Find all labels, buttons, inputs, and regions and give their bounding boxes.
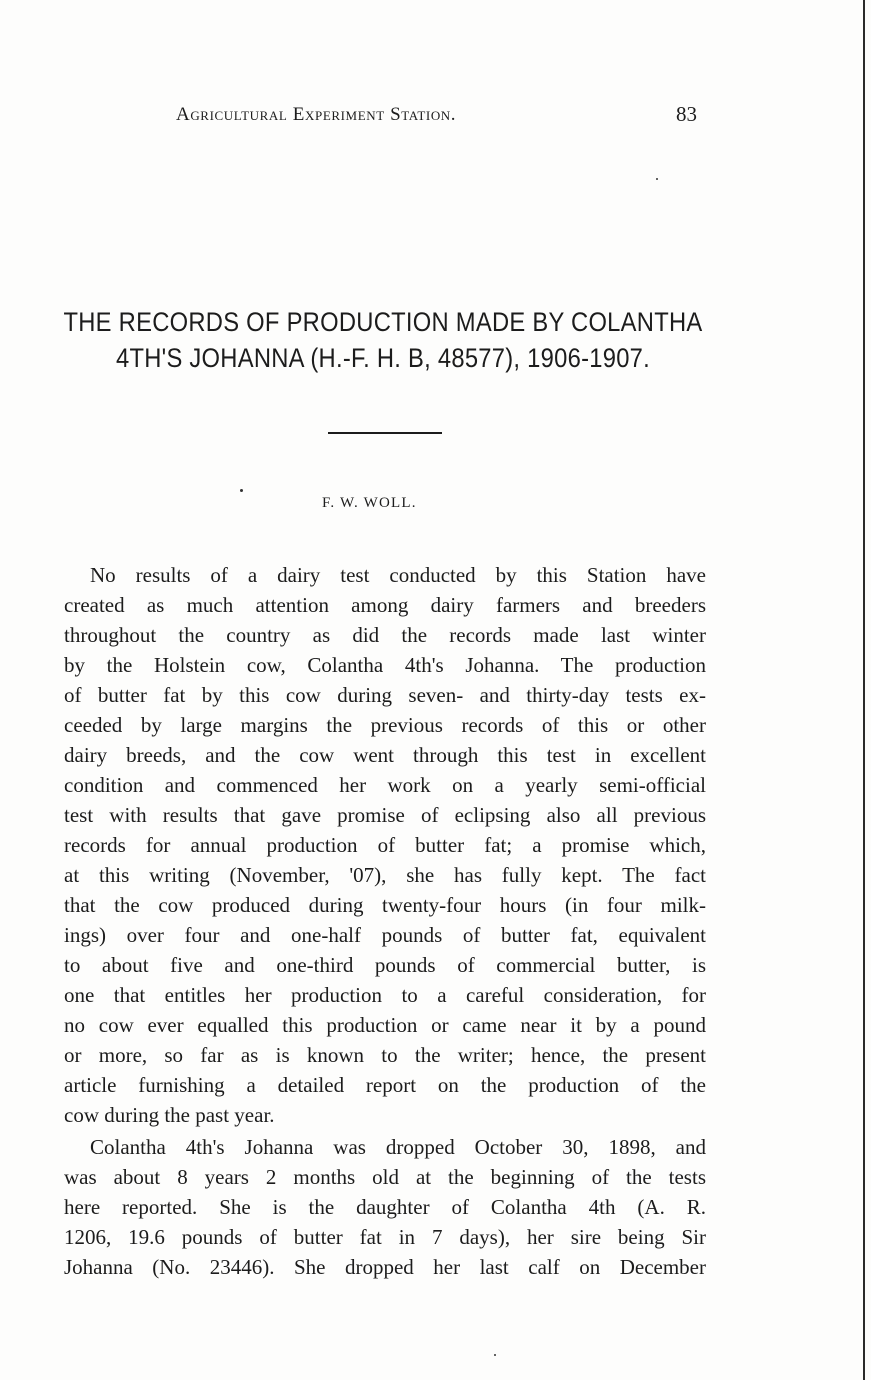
title-separator-rule: [328, 432, 442, 434]
text-line: or more, so far as is known to the writer; hence, the present: [64, 1043, 706, 1067]
text-line: throughout the country as did the records made last winter: [64, 623, 706, 647]
text-line: at this writing (November, '07), she has fully kept. The fact: [64, 863, 706, 887]
text-line: one that entitles her production to a careful consideration, for: [64, 983, 706, 1007]
text-line: no cow ever equalled this production or came near it by a pound: [64, 1013, 706, 1037]
text-line: Colantha 4th's Johanna was dropped October 30, 1898, and: [90, 1135, 706, 1159]
text-line: article furnishing a detailed report on the production of the: [64, 1073, 706, 1097]
text-line: cow during the past year.: [64, 1103, 275, 1127]
text-line: was about 8 years 2 months old at the beginning of the tests: [64, 1165, 706, 1189]
text-line: dairy breeds, and the cow went through this test in excellent: [64, 743, 706, 767]
text-line: of butter fat by this cow during seven- and thirty-day tests ex-: [64, 683, 706, 707]
text-line: by the Holstein cow, Colantha 4th's Johanna. The production: [64, 653, 706, 677]
text-line: here reported. She is the daughter of Colantha 4th (A. R.: [64, 1195, 706, 1219]
article-title-line-2: 4TH'S JOHANNA (H.-F. H. B, 48577), 1906-1907.: [115, 343, 651, 373]
text-line: 1206, 19.6 pounds of butter fat in 7 days), her sire being Sir: [64, 1225, 706, 1249]
text-line: No results of a dairy test conducted by this Station have: [90, 563, 706, 587]
text-line: condition and commenced her work on a yearly semi-official: [64, 773, 706, 797]
scan-speck: [240, 489, 243, 492]
scan-speck: [656, 178, 658, 180]
author-byline: F. W. WOLL.: [322, 495, 417, 511]
text-line: to about five and one-third pounds of commercial butter, is: [64, 953, 706, 977]
page-number: 83: [676, 102, 697, 126]
text-line: ceeded by large margins the previous records of this or other: [64, 713, 706, 737]
article-title-line-1: THE RECORDS OF PRODUCTION MADE BY COLANTHA: [63, 307, 703, 337]
text-line: test with results that gave promise of eclipsing also all previous: [64, 803, 706, 827]
scan-speck: [494, 1354, 496, 1356]
page-edge-line: [863, 0, 865, 1380]
text-line: Johanna (No. 23446). She dropped her last calf on December: [64, 1255, 706, 1279]
running-header-title: Agricultural Experiment Station.: [176, 104, 457, 125]
text-line: records for annual production of butter fat; a promise which,: [64, 833, 706, 857]
text-line: that the cow produced during twenty-four hours (in four milk-: [64, 893, 706, 917]
text-line: ings) over four and one-half pounds of butter fat, equivalent: [64, 923, 706, 947]
text-line: created as much attention among dairy farmers and breeders: [64, 593, 706, 617]
